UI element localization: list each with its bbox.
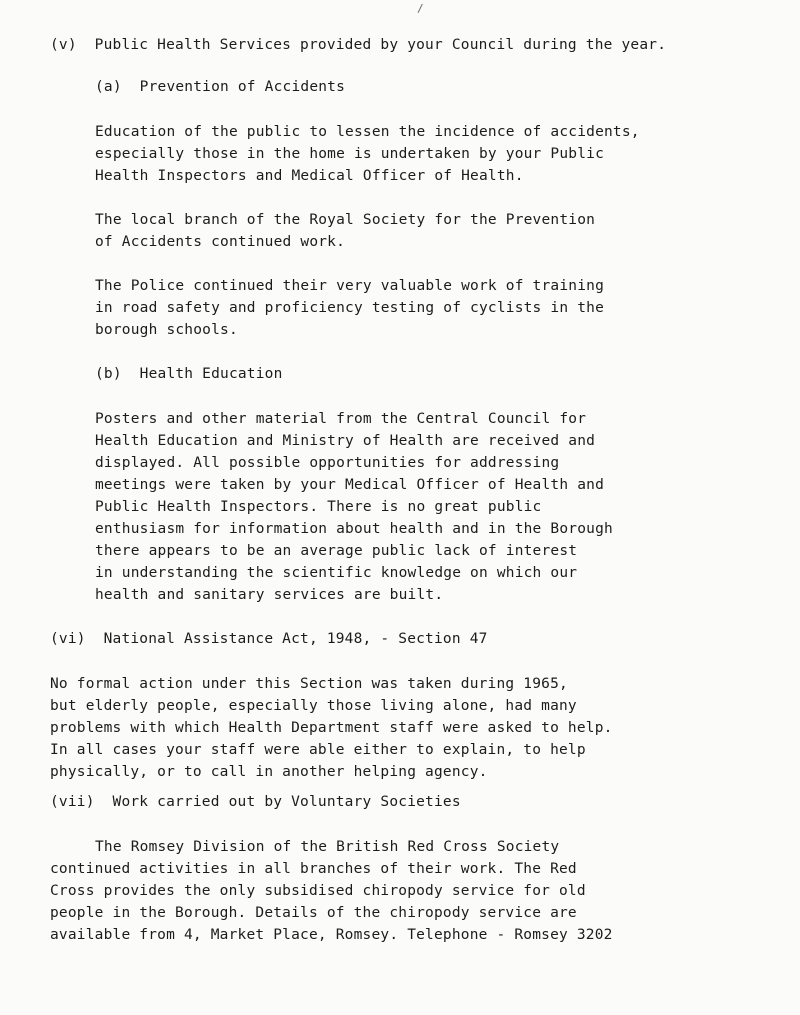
paragraph-line: The Police continued their very valuable work of training [95, 278, 604, 294]
paragraph-line: In all cases your staff were able either to explain, to help [50, 742, 586, 758]
paragraph-line: Education of the public to lessen the incidence of accidents, [95, 124, 640, 140]
paragraph-line: enthusiasm for information about health and in the Borough [95, 521, 613, 537]
paragraph-line: people in the Borough. Details of the chiropody service are [50, 905, 577, 921]
section-v-b-heading: (b) Health Education [95, 366, 283, 382]
paragraph-line: meetings were taken by your Medical Officer of Health and [95, 477, 604, 493]
paragraph-line: but elderly people, especially those living alone, had many [50, 698, 577, 714]
paragraph-line: Health Inspectors and Medical Officer of Health. [95, 168, 524, 184]
paragraph-line: The Romsey Division of the British Red Cross Society [95, 839, 560, 855]
paragraph-line: Posters and other material from the Central Council for [95, 411, 587, 427]
section-vi-heading: (vi) National Assistance Act, 1948, - Section 47 [50, 631, 488, 647]
section-v-a-heading: (a) Prevention of Accidents [95, 79, 346, 95]
paragraph-line: in understanding the scientific knowledge on which our [95, 565, 578, 581]
paragraph-line: in road safety and proficiency testing of cyclists in the [95, 300, 604, 316]
paragraph-line: borough schools. [95, 322, 238, 338]
paragraph-line: especially those in the home is undertaken by your Public [95, 146, 604, 162]
paragraph-line: Cross provides the only subsidised chiropody service for old [50, 883, 586, 899]
section-vii-heading: (vii) Work carried out by Voluntary Societies [50, 794, 461, 810]
paragraph-line: of Accidents continued work. [95, 234, 346, 250]
paragraph-line: Health Education and Ministry of Health are received and [95, 433, 596, 449]
paragraph-line: displayed. All possible opportunities for addressing [95, 455, 560, 471]
paragraph-line: problems with which Health Department staff were asked to help. [50, 720, 613, 736]
page-mark: / [417, 2, 424, 15]
paragraph-line: Public Health Inspectors. There is no great public [95, 499, 542, 515]
paragraph-line: continued activities in all branches of their work. The Red [50, 861, 577, 877]
paragraph-line: available from 4, Market Place, Romsey. Telephone - Romsey 3202 [50, 927, 613, 943]
paragraph-line: No formal action under this Section was taken during 1965, [50, 676, 568, 692]
paragraph-line: health and sanitary services are built. [95, 587, 444, 603]
section-v-heading: (v) Public Health Services provided by your Council during the year. [50, 37, 667, 53]
paragraph-line: The local branch of the Royal Society for the Prevention [95, 212, 596, 228]
paragraph-line: physically, or to call in another helping agency. [50, 764, 488, 780]
paragraph-line: there appears to be an average public lack of interest [95, 543, 578, 559]
